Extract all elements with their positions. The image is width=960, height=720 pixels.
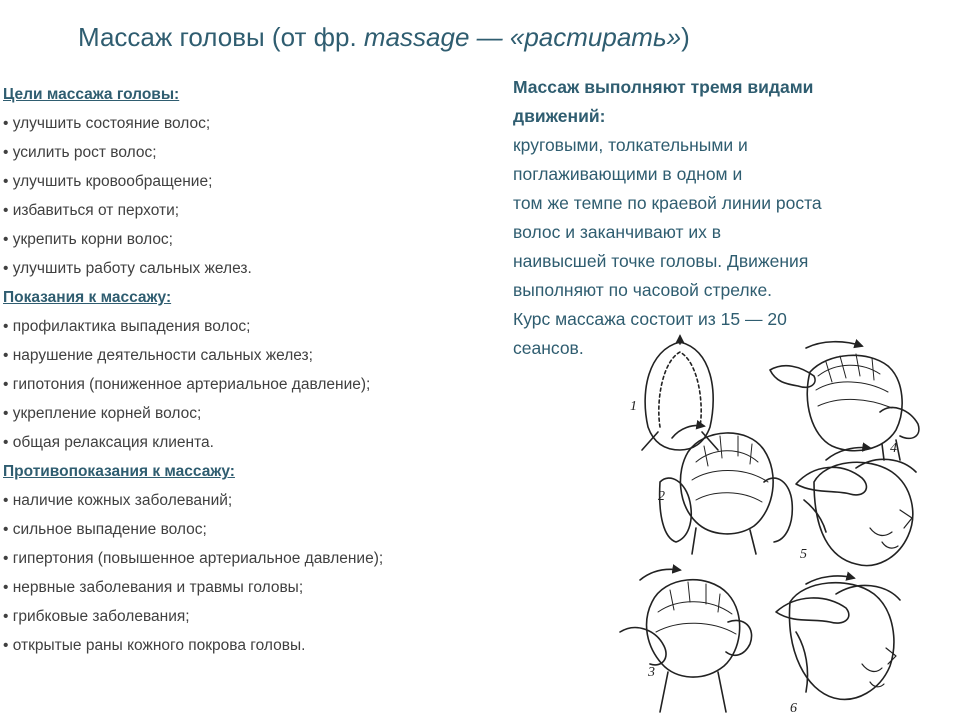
movements-line: сеансов. bbox=[513, 338, 584, 358]
goal-item: • улучшить состояние волос; bbox=[3, 115, 211, 132]
movements-line: волос и заканчивают их в bbox=[513, 222, 722, 242]
figure-3-head-nape bbox=[620, 569, 752, 712]
figure-label-2: 2 bbox=[658, 489, 665, 504]
contraindication-item: • сильное выпадение волос; bbox=[3, 521, 207, 538]
indications-heading: Показания к массажу: bbox=[3, 289, 172, 306]
movements-lead-line: движений: bbox=[513, 106, 606, 126]
figure-5-face-hands bbox=[796, 448, 916, 566]
figure-1-head-back bbox=[630, 336, 718, 450]
movements-line: выполняют по часовой стрелке. bbox=[513, 280, 773, 300]
movements-line: поглаживающими в одном и bbox=[513, 164, 743, 184]
left-column bbox=[3, 80, 483, 660]
indication-item: • гипотония (пониженное артериальное давление); bbox=[3, 376, 371, 393]
figure-label-4: 4 bbox=[890, 441, 897, 456]
movements-line: том же темпе по краевой линии роста bbox=[513, 193, 822, 213]
movements-lead-line: Массаж выполняют тремя видами bbox=[513, 77, 814, 97]
indication-item: • укрепление корней волос; bbox=[3, 405, 202, 422]
figure-label-5: 5 bbox=[800, 547, 807, 562]
goal-item: • улучшить работу сальных желез. bbox=[3, 260, 252, 277]
head-massage-illustration bbox=[600, 332, 940, 717]
figure-label-6: 6 bbox=[790, 701, 797, 716]
goal-item: • усилить рост волос; bbox=[3, 144, 157, 161]
page-title bbox=[78, 22, 690, 53]
indication-item: • профилактика выпадения волос; bbox=[3, 318, 251, 335]
contraindication-item: • открытые раны кожного покрова головы. bbox=[3, 637, 306, 654]
movements-text bbox=[513, 73, 913, 363]
goals-heading: Цели массажа головы: bbox=[3, 86, 180, 103]
figure-6-side-face bbox=[776, 576, 900, 716]
figure-4-hands-side bbox=[770, 342, 919, 460]
movements-line: наивысшей точке головы. Движения bbox=[513, 251, 809, 271]
movements-line: круговыми, толкательными и bbox=[513, 135, 748, 155]
figure-label-1: 1 bbox=[630, 399, 637, 414]
title-suffix: ) bbox=[681, 22, 690, 52]
indication-item: • общая релаксация клиента. bbox=[3, 434, 214, 451]
title-italic: massage — «растирать» bbox=[363, 22, 682, 52]
goal-item: • улучшить кровообращение; bbox=[3, 173, 213, 190]
contraindications-heading: Противопоказания к массажу: bbox=[3, 463, 235, 480]
goal-item: • укрепить корни волос; bbox=[3, 231, 173, 248]
figure-label-3: 3 bbox=[648, 665, 655, 680]
contraindication-item: • грибковые заболевания; bbox=[3, 608, 190, 625]
contraindication-item: • нервные заболевания и травмы головы; bbox=[3, 579, 304, 596]
movements-line: Курс массажа состоит из 15 — 20 bbox=[513, 309, 787, 329]
contraindication-item: • наличие кожных заболеваний; bbox=[3, 492, 233, 509]
goal-item: • избавиться от перхоти; bbox=[3, 202, 180, 219]
contraindication-item: • гипертония (повышенное артериальное давление); bbox=[3, 550, 384, 567]
indication-item: • нарушение деятельности сальных желез; bbox=[3, 347, 313, 364]
figure-2-head-back-hands bbox=[658, 426, 792, 555]
title-prefix: Массаж головы (от фр. bbox=[78, 22, 364, 52]
